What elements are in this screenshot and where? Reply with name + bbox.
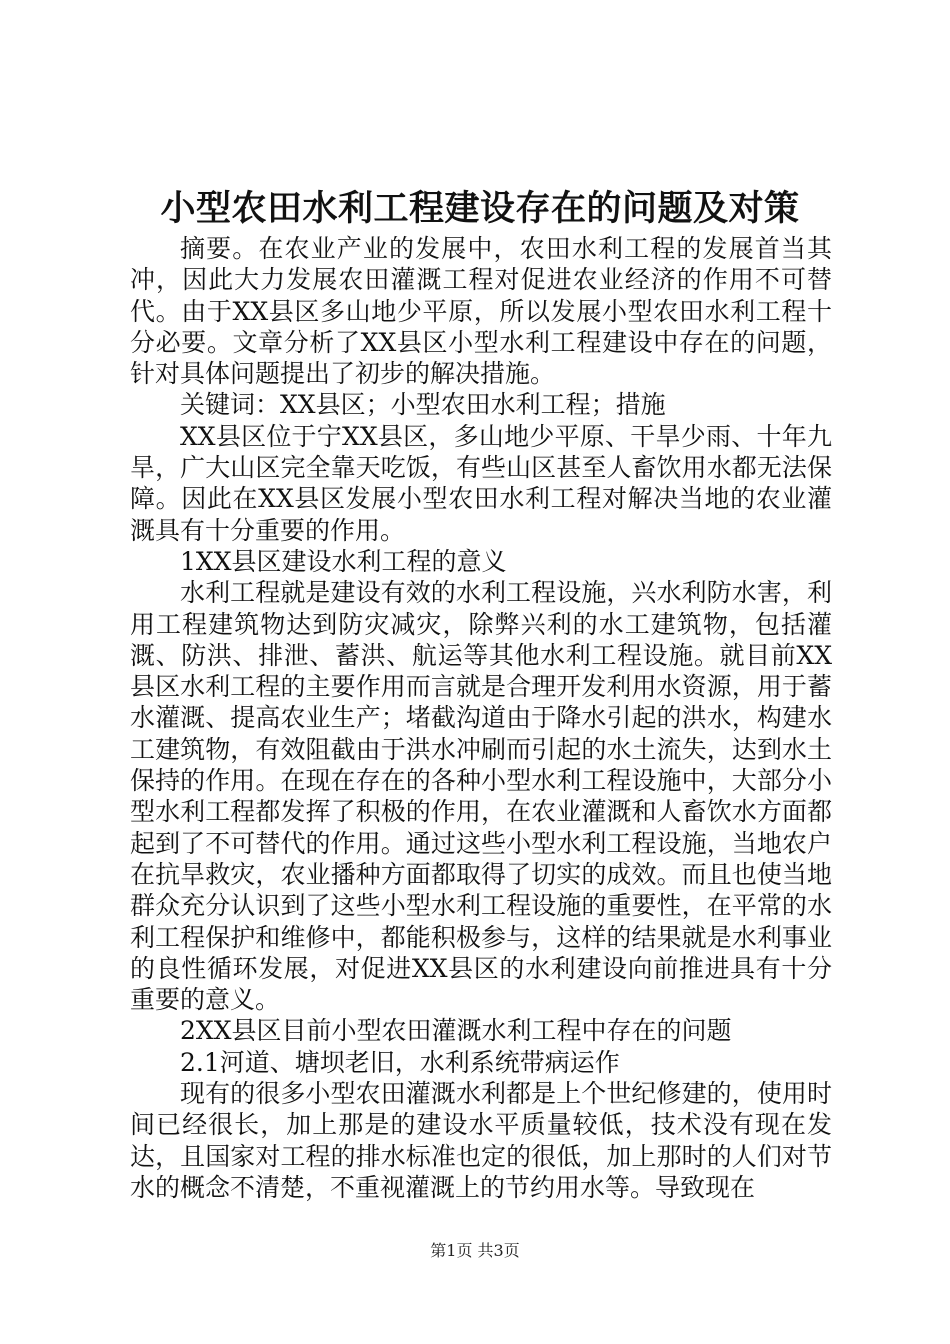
document-title: 小型农田水利工程建设存在的问题及对策 [160,188,800,229]
keywords-line: 关键词：XX县区；小型农田水利工程；措施 [180,390,666,420]
intro-paragraph: XX县区位于宁XX县区，多山地少平原、干旱少雨、十年九旱，广大山区完全靠天吃饭，有些山区甚至人畜饮用水都无法保障。因此在XX县区发展小型农田水利工程对解决当地的农业灌溉具有十分重要的作用。 [130,421,832,545]
section-1-heading: 1XX县区建设水利工程的意义 [180,546,507,576]
document-body [130,233,832,1203]
section-1-paragraph: 水利工程就是建设有效的水利工程设施，兴水利防水害，利用工程建筑物达到防灾减灾，除弊兴利的水工建筑物，包括灌溉、防洪、排泄、蓄洪、航运等其他水利工程设施。就目前XX县区水利工程的主要作用而言就是合理开发利用水资源，用于蓄水灌溉、提高农业生产；堵截沟道由于降水引起的洪水，构建水工建筑物，有效阻截由于洪水冲刷而引起的水土流失，达到水土保持的作用。在现在存在的各种小型水利工程设施中，大部分小型水利工程都发挥了积极的作用，在农业灌溉和人畜饮水方面都起到了不可替代的作用。通过这些小型水利工程设施，当地农户在抗旱救灾，农业播种方面都取得了切实的成效。而且也使当地群众充分认识到了这些小型水利工程设施的重要性，在平常的水利工程保护和维修中，都能积极参与，这样的结果就是水利事业的良性循环发展，对促进XX县区的水利建设向前推进具有十分重要的意义。 [130,578,832,1015]
section-2-1-heading: 2.1河道、塘坝老旧，水利系统带病运作 [180,1047,620,1077]
section-2-heading: 2XX县区目前小型农田灌溉水利工程中存在的问题 [180,1016,732,1046]
section-2-1-paragraph: 现有的很多小型农田灌溉水利都是上个世纪修建的，使用时间已经很长，加上那是的建设水平质量较低，技术没有现在发达，且国家对工程的排水标准也定的很低，加上那时的人们对节水的概念不清楚，不重视灌溉上的节约用水等。导致现在 [130,1079,832,1202]
abstract-paragraph: 摘要。在农业产业的发展中，农田水利工程的发展首当其冲，因此大力发展农田灌溉工程对促进农业经济的作用不可替代。由于XX县区多山地少平原，所以发展小型农田水利工程十分必要。文章分析了XX县区小型水利工程建设中存在的问题，针对具体问题提出了初步的解决措施。 [130,234,832,389]
page-footer: 第1页 共3页 [430,1241,520,1260]
